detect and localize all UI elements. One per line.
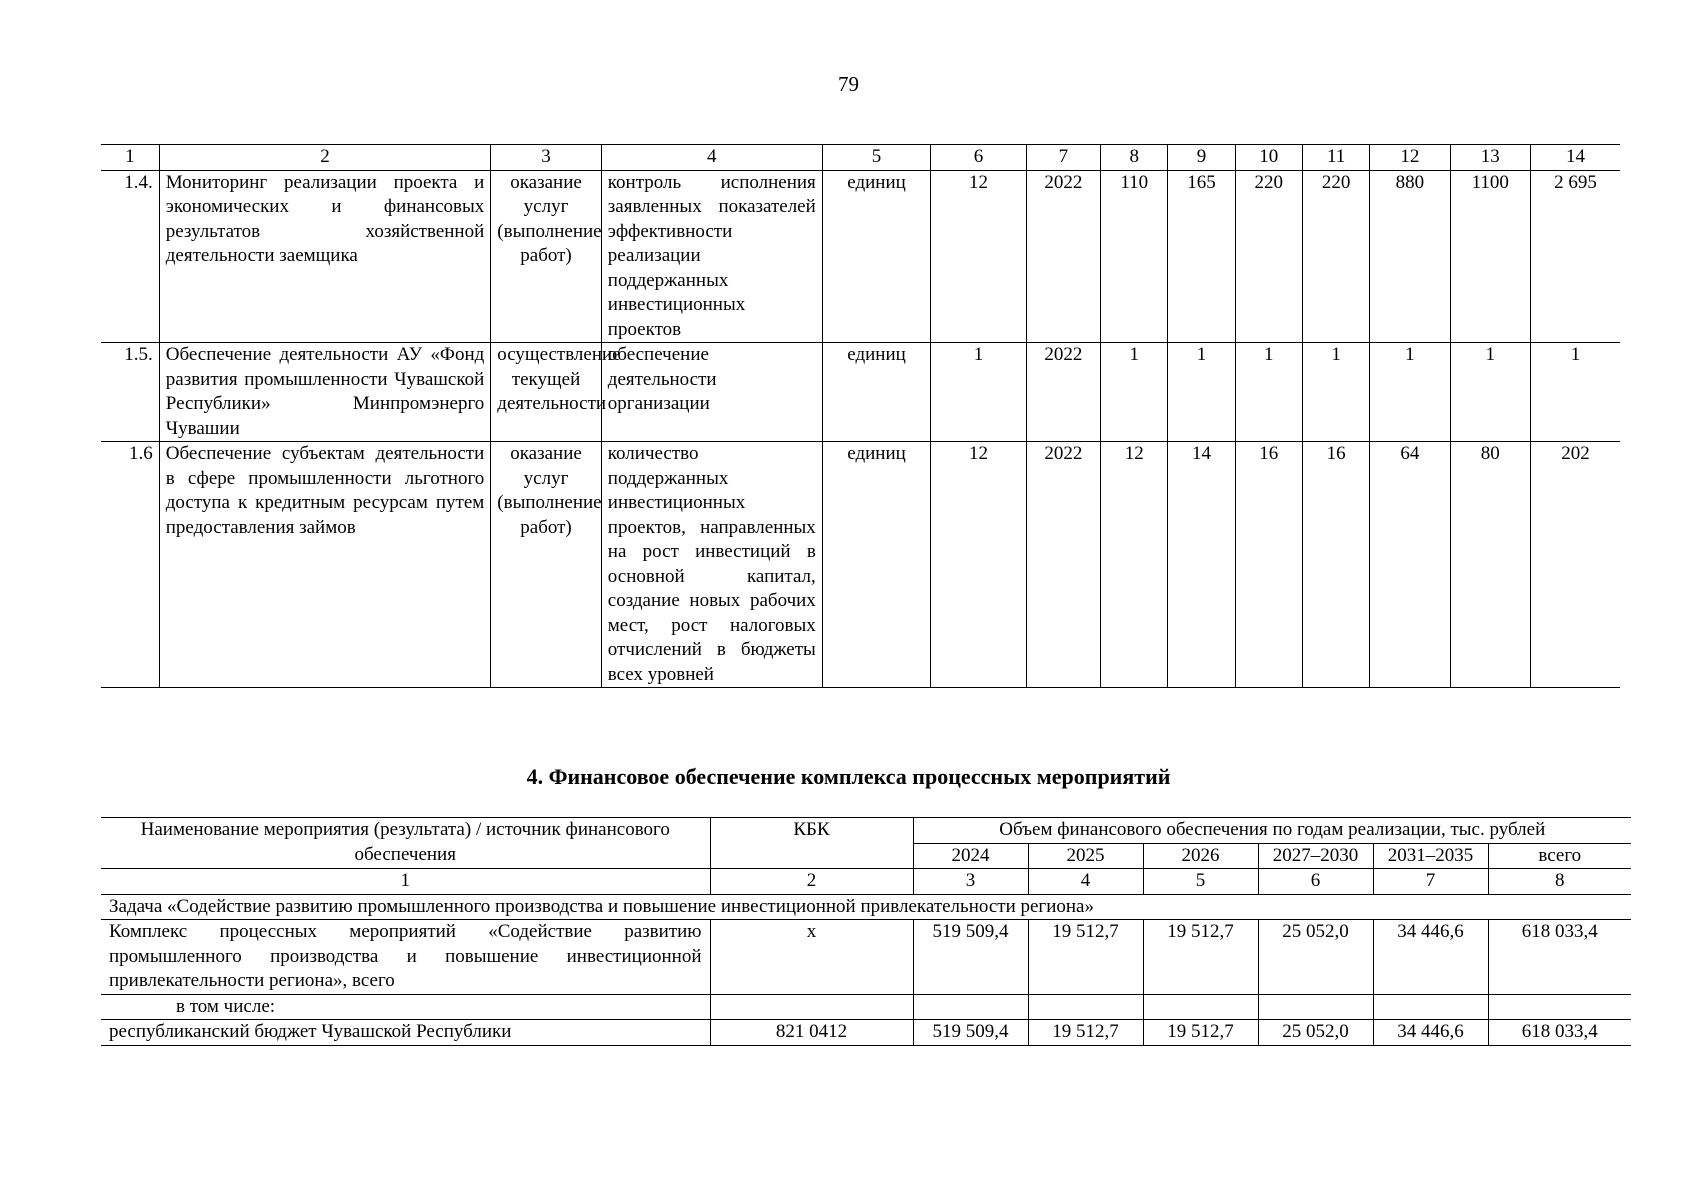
amount-2027-2030: 25 052,0 xyxy=(1258,1020,1373,1046)
table-row xyxy=(101,343,1620,442)
header-year: 2027–2030 xyxy=(1258,843,1373,869)
unit: единиц xyxy=(822,343,931,442)
empty-cell xyxy=(1373,994,1488,1020)
column-number: 6 xyxy=(931,145,1026,171)
column-number: 10 xyxy=(1235,145,1302,171)
base-year: 2022 xyxy=(1026,442,1100,688)
base-value: 12 xyxy=(931,442,1026,688)
column-number: 3 xyxy=(491,145,602,171)
value-total: 1 xyxy=(1530,343,1620,442)
value-2030: 880 xyxy=(1370,170,1450,343)
empty-cell xyxy=(1143,994,1258,1020)
header-kbk: КБК xyxy=(710,818,913,869)
table-row xyxy=(101,442,1620,688)
empty-cell xyxy=(710,994,913,1020)
table-row xyxy=(101,920,1631,995)
amount-2027-2030: 25 052,0 xyxy=(1258,920,1373,995)
result-description: обеспечение деятельности организации xyxy=(601,343,822,442)
value-2030: 1 xyxy=(1370,343,1450,442)
header-name: Наименование мероприятия (результата) / источник финансового обеспечения xyxy=(101,818,710,869)
task-title: Задача «Содействие развитию промышленного производства и повышение инвестиционной привлекательности региона» xyxy=(101,894,1631,920)
unit: единиц xyxy=(822,442,931,688)
event-type: осуществление текущей деятельности xyxy=(491,343,602,442)
column-number: 14 xyxy=(1530,145,1620,171)
header-total: всего xyxy=(1488,843,1631,869)
row-number: 1.5. xyxy=(101,343,159,442)
unit: единиц xyxy=(822,170,931,343)
kbk-value: х xyxy=(710,920,913,995)
complex-name: Комплекс процессных мероприятий «Содействие развитию промышленного производства и повышение инвестиционной привлекательности региона», всего xyxy=(101,920,710,995)
result-description: контроль исполнения заявленных показателей эффективности реализации поддержанных инвестиционных проектов xyxy=(601,170,822,343)
value-2024: 1 xyxy=(1101,343,1168,442)
column-number: 7 xyxy=(1373,869,1488,895)
value-2026: 16 xyxy=(1235,442,1302,688)
budget-name: республиканский бюджет Чувашской Республики xyxy=(101,1020,710,1046)
value-2025: 1 xyxy=(1168,343,1235,442)
column-number-row xyxy=(101,145,1620,171)
value-total: 2 695 xyxy=(1530,170,1620,343)
column-number: 2 xyxy=(710,869,913,895)
amount-2024: 519 509,4 xyxy=(913,920,1028,995)
base-year: 2022 xyxy=(1026,343,1100,442)
value-2024: 110 xyxy=(1101,170,1168,343)
value-2025: 165 xyxy=(1168,170,1235,343)
base-value: 1 xyxy=(931,343,1026,442)
value-total: 202 xyxy=(1530,442,1620,688)
column-number: 2 xyxy=(159,145,491,171)
column-number-row xyxy=(101,869,1631,895)
empty-cell xyxy=(1028,994,1143,1020)
column-number: 12 xyxy=(1370,145,1450,171)
row-number: 1.6 xyxy=(101,442,159,688)
table-row xyxy=(101,1020,1631,1046)
column-number: 6 xyxy=(1258,869,1373,895)
event-name: Обеспечение субъектам деятельности в сфере промышленности льготного доступа к кредитным ресурсам путем предоставления займов xyxy=(159,442,491,688)
empty-cell xyxy=(1258,994,1373,1020)
empty-cell xyxy=(1488,994,1631,1020)
amount-2026: 19 512,7 xyxy=(1143,1020,1258,1046)
table-row xyxy=(101,994,1631,1020)
header-year: 2025 xyxy=(1028,843,1143,869)
financing-table xyxy=(101,817,1631,1046)
column-number: 7 xyxy=(1026,145,1100,171)
column-number: 4 xyxy=(1028,869,1143,895)
table-row xyxy=(101,170,1620,343)
indicators-table xyxy=(101,144,1620,688)
column-number: 3 xyxy=(913,869,1028,895)
base-value: 12 xyxy=(931,170,1026,343)
empty-cell xyxy=(913,994,1028,1020)
value-2026: 1 xyxy=(1235,343,1302,442)
value-2035: 1 xyxy=(1450,343,1530,442)
column-number: 5 xyxy=(822,145,931,171)
event-type: оказание услуг (выполнение работ) xyxy=(491,442,602,688)
value-2035: 80 xyxy=(1450,442,1530,688)
value-2035: 1100 xyxy=(1450,170,1530,343)
value-2026: 220 xyxy=(1235,170,1302,343)
page-number: 79 xyxy=(838,72,859,96)
value-2025: 14 xyxy=(1168,442,1235,688)
base-year: 2022 xyxy=(1026,170,1100,343)
column-number: 8 xyxy=(1101,145,1168,171)
amount-2031-2035: 34 446,6 xyxy=(1373,920,1488,995)
section-heading: 4. Финансовое обеспечение комплекса процессных мероприятий xyxy=(526,764,1171,789)
including-label: в том числе: xyxy=(101,994,710,1020)
amount-2025: 19 512,7 xyxy=(1028,1020,1143,1046)
amount-total: 618 033,4 xyxy=(1488,920,1631,995)
header-volume: Объем финансового обеспечения по годам реализации, тыс. рублей xyxy=(913,818,1631,844)
amount-total: 618 033,4 xyxy=(1488,1020,1631,1046)
column-number: 8 xyxy=(1488,869,1631,895)
event-type: оказание услуг (выполнение работ) xyxy=(491,170,602,343)
task-row xyxy=(101,894,1631,920)
header-year: 2031–2035 xyxy=(1373,843,1488,869)
value-2027: 1 xyxy=(1302,343,1369,442)
value-2027: 16 xyxy=(1302,442,1369,688)
kbk-value: 821 0412 xyxy=(710,1020,913,1046)
column-number: 5 xyxy=(1143,869,1258,895)
header-year: 2024 xyxy=(913,843,1028,869)
column-number: 1 xyxy=(101,145,159,171)
event-name: Обеспечение деятельности АУ «Фонд развития промышленности Чувашской Республики» Минпромэнерго Чувашии xyxy=(159,343,491,442)
amount-2024: 519 509,4 xyxy=(913,1020,1028,1046)
result-description: количество поддержанных инвестиционных проектов, направленных на рост инвестиций в основной капитал, создание новых рабочих мест, рост налоговых отчислений в бюджеты всех уровней xyxy=(601,442,822,688)
event-name: Мониторинг реализации проекта и экономических и финансовых результатов хозяйственной деятельности заемщика xyxy=(159,170,491,343)
value-2030: 64 xyxy=(1370,442,1450,688)
amount-2031-2035: 34 446,6 xyxy=(1373,1020,1488,1046)
amount-2026: 19 512,7 xyxy=(1143,920,1258,995)
value-2024: 12 xyxy=(1101,442,1168,688)
column-number: 9 xyxy=(1168,145,1235,171)
column-number: 13 xyxy=(1450,145,1530,171)
amount-2025: 19 512,7 xyxy=(1028,920,1143,995)
column-number: 11 xyxy=(1302,145,1369,171)
column-number: 1 xyxy=(101,869,710,895)
header-row xyxy=(101,818,1631,844)
value-2027: 220 xyxy=(1302,170,1369,343)
row-number: 1.4. xyxy=(101,170,159,343)
header-year: 2026 xyxy=(1143,843,1258,869)
column-number: 4 xyxy=(601,145,822,171)
